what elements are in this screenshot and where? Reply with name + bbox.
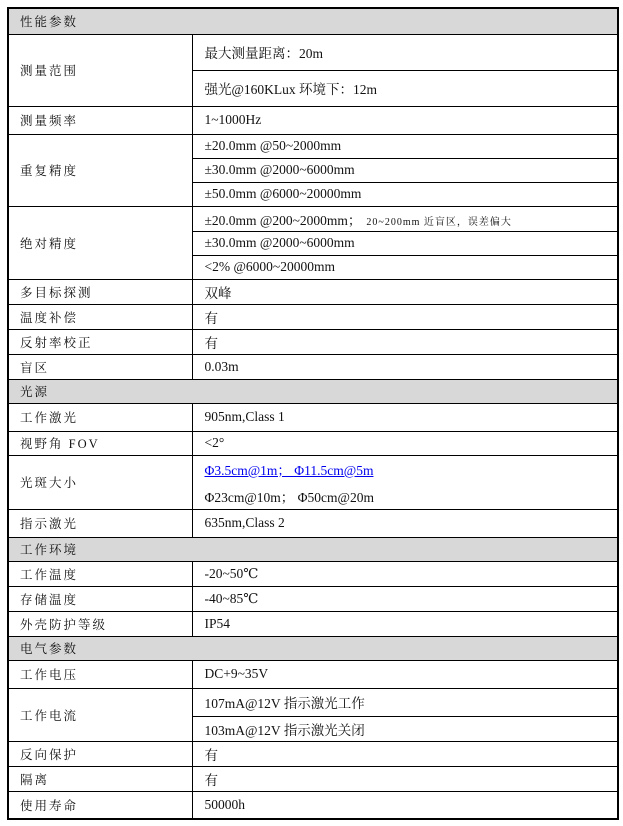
label-measure-frequency: 测量频率 xyxy=(8,106,192,134)
label-reverse-protection: 反向保护 xyxy=(8,741,192,766)
value-fov: <2° xyxy=(192,431,618,455)
spot-size-link[interactable]: Φ3.5cm@1m； Φ11.5cm@5m xyxy=(204,462,374,478)
label-absolute-accuracy: 绝对精度 xyxy=(8,206,192,279)
absolute-accuracy-note: 20~200mm 近盲区，误差偏大 xyxy=(366,216,512,228)
label-operating-current: 工作电流 xyxy=(8,688,192,741)
label-storage-temperature: 存储温度 xyxy=(8,586,192,611)
label-repeat-accuracy: 重复精度 xyxy=(8,134,192,206)
value-measuring-range-sunlight: 强光@160KLux 环境下：12m xyxy=(192,70,618,106)
value-reflectivity-correction: 有 xyxy=(192,329,618,354)
table-row xyxy=(8,379,618,403)
label-operating-temperature: 工作温度 xyxy=(8,561,192,586)
spot-size-far-text: Φ23cm@10m； Φ50cm@20m xyxy=(204,489,374,505)
section-header-performance-params: 性能参数 xyxy=(8,8,618,34)
table-row xyxy=(8,660,618,688)
value-blind-zone: 0.03m xyxy=(192,354,618,379)
spec-table xyxy=(7,7,619,820)
value-absolute-accuracy-2: ±30.0mm @2000~6000mm xyxy=(192,231,618,255)
value-isolation: 有 xyxy=(192,766,618,791)
table-row xyxy=(8,509,618,537)
table-row xyxy=(8,611,618,636)
value-repeat-accuracy-1: ±20.0mm @50~2000mm xyxy=(192,134,618,158)
value-operating-temperature: -20~50℃ xyxy=(192,561,618,586)
value-repeat-accuracy-2: ±30.0mm @2000~6000mm xyxy=(192,158,618,182)
value-pointer-laser: 635nm,Class 2 xyxy=(192,509,618,537)
label-pointer-laser: 指示激光 xyxy=(8,509,192,537)
value-temperature-compensation: 有 xyxy=(192,304,618,329)
section-header-electrical-params: 电气参数 xyxy=(8,636,618,660)
table-row xyxy=(8,354,618,379)
table-row xyxy=(8,329,618,354)
label-lifetime: 使用寿命 xyxy=(8,791,192,819)
table-row xyxy=(8,206,618,231)
table-row xyxy=(8,8,618,34)
table-row xyxy=(8,455,618,509)
value-multi-target-detection: 双峰 xyxy=(192,279,618,304)
value-ip-rating: IP54 xyxy=(192,611,618,636)
value-measuring-range-max: 最大测量距离：20m xyxy=(192,34,618,70)
value-absolute-accuracy-1 xyxy=(192,206,618,231)
label-temperature-compensation: 温度补偿 xyxy=(8,304,192,329)
value-operating-current-off: 103mA@12V 指示激光关闭 xyxy=(192,716,618,741)
table-row xyxy=(8,766,618,791)
label-blind-zone: 盲区 xyxy=(8,354,192,379)
table-row xyxy=(8,279,618,304)
section-header-light-source: 光源 xyxy=(8,379,618,403)
table-row xyxy=(8,403,618,431)
value-absolute-accuracy-3: <2% @6000~20000mm xyxy=(192,255,618,279)
value-reverse-protection: 有 xyxy=(192,741,618,766)
value-work-laser: 905nm,Class 1 xyxy=(192,403,618,431)
absolute-accuracy-main-text: ±20.0mm @200~2000mm； xyxy=(204,212,362,228)
label-ip-rating: 外壳防护等级 xyxy=(8,611,192,636)
table-row xyxy=(8,791,618,819)
value-operating-current-on: 107mA@12V 指示激光工作 xyxy=(192,688,618,716)
table-row xyxy=(8,431,618,455)
table-row xyxy=(8,134,618,158)
value-spot-size xyxy=(192,455,618,509)
label-isolation: 隔离 xyxy=(8,766,192,791)
table-row xyxy=(8,34,618,70)
label-spot-size: 光斑大小 xyxy=(8,455,192,509)
value-repeat-accuracy-3: ±50.0mm @6000~20000mm xyxy=(192,182,618,206)
section-header-working-environment: 工作环境 xyxy=(8,537,618,561)
label-operating-voltage: 工作电压 xyxy=(8,660,192,688)
label-multi-target-detection: 多目标探测 xyxy=(8,279,192,304)
table-row xyxy=(8,106,618,134)
value-lifetime: 50000h xyxy=(192,791,618,819)
value-storage-temperature: -40~85℃ xyxy=(192,586,618,611)
value-operating-voltage: DC+9~35V xyxy=(192,660,618,688)
label-measuring-range: 测量范围 xyxy=(8,34,192,106)
label-reflectivity-correction: 反射率校正 xyxy=(8,329,192,354)
table-row xyxy=(8,304,618,329)
table-row xyxy=(8,561,618,586)
table-row xyxy=(8,537,618,561)
table-row xyxy=(8,688,618,716)
table-row xyxy=(8,636,618,660)
label-work-laser: 工作激光 xyxy=(8,403,192,431)
label-fov: 视野角 FOV xyxy=(8,431,192,455)
value-measure-frequency: 1~1000Hz xyxy=(192,106,618,134)
table-row xyxy=(8,741,618,766)
table-row xyxy=(8,586,618,611)
